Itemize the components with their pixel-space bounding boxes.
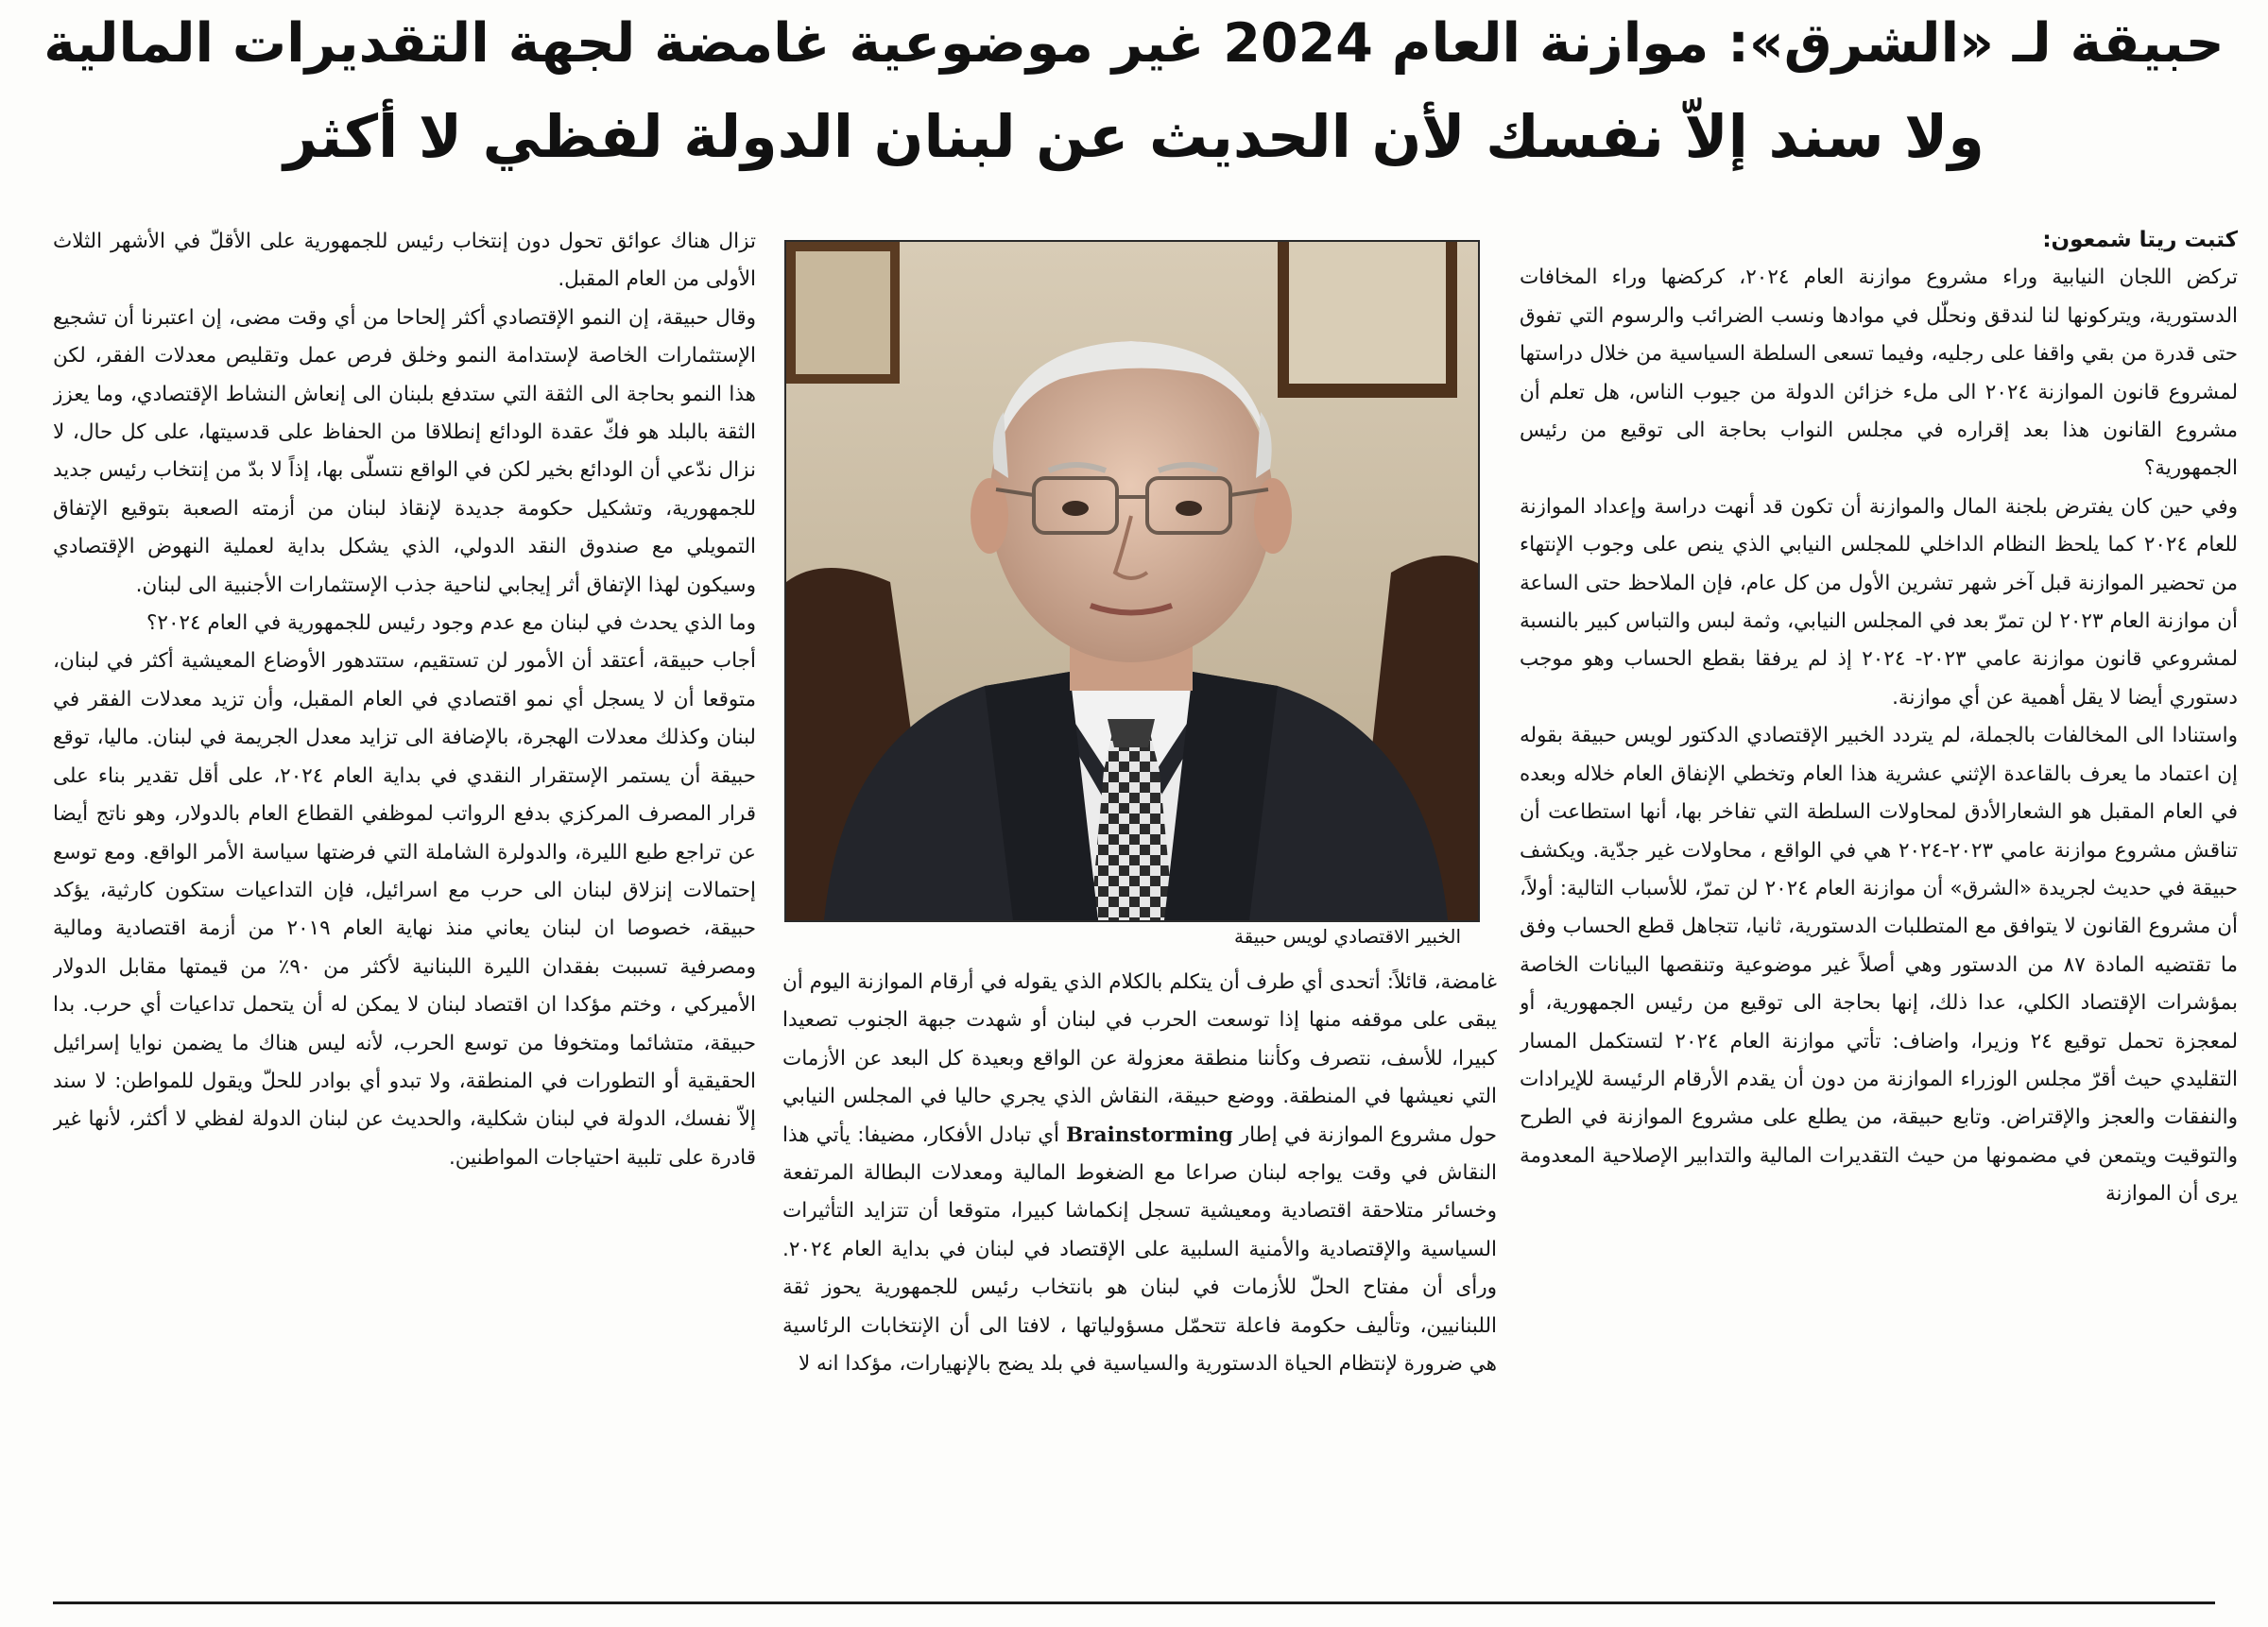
paragraph: وما الذي يحدث في لبنان مع عدم وجود رئيس للجمهورية في العام ٢٠٢٤؟ bbox=[146, 611, 756, 636]
paragraph: وفي حين كان يفترض بلجنة المال والموازنة أن تكون قد أنهت دراسة وإعداد الموازنة للعام ٢٠٢٤ كما يلحظ النظام الداخلي للمجلس النيابي الذي ينص على وجوب الإنتهاء من تحضير الموازنة قبل آخر شهر تشرين الأول من كل عام، فإن الملاحظ حتى الساعة أن موازنة العام ٢٠٢٣ لن تمرّ بعد في المجلس النيابي، وثمة لبس والتباس كبير بالنسبة لمشروعي قانون موازنة عامي ٢٠٢٣- ٢٠٢٤ إذ لم يرفقا بقطع الحساب وهو موجب دستوري أيضا لا يقل أهمية عن أي موازنة. bbox=[1520, 494, 2238, 710]
paragraph-text-part-1: غامضة، قائلاً: أتحدى أي طرف أن يتكلم بالكلام الذي يقوله في أرقام الموازنة اليوم أن يبقى على موقفه منها إذا توسعت الحرب في لبنان أو شهدت جبهة الجنوب تصعيدا كبيرا، للأسف، نتصرف وكأننا منطقة معزولة عن الواقع وبعيدة كل البعد عن الأزمات التي نعيشها في المنطقة. ووضع حبيقة، النقاش الذي يجري حاليا في المجلس النيابي حول مشروع الموازنة في إطار bbox=[782, 970, 1497, 1147]
paragraph bbox=[782, 964, 1497, 1383]
article-column-right bbox=[1520, 221, 2238, 1591]
portrait-illustration bbox=[786, 242, 1478, 920]
article-column-middle bbox=[782, 964, 1497, 1587]
headline-line-1: حبيقة لـ «الشرق»: موازنة العام 2024 غير موضوعية غامضة لجهة التقديرات المالية bbox=[43, 12, 2225, 75]
paragraph: تزال هناك عوائق تحول دون إنتخاب رئيس للجمهورية على الأقلّ في الأشهر الثلاث الأولى من العام المقبل. bbox=[53, 230, 756, 292]
headline bbox=[38, 12, 2230, 198]
paragraph: تركض اللجان النيابية وراء مشروع موازنة العام ٢٠٢٤، كركضها وراء المخافات الدستورية، ويتركونها لنا لندقق ونحلّل في موادها ونسب الضرائب والرسوم التي تفوق حتى قدرة من بقي واقفا على رجليه، وفيما تسعى السلطة السياسية من خلال دراستها لمشروع قانون الموازنة ٢٠٢٤ الى ملء خزائن الدولة من جيوب الناس، هل تعلم أن مشروع القانون هذا بعد إقراره في مجلس النواب بحاجة الى توقيع من رئيس الجمهورية؟ bbox=[1520, 265, 2238, 481]
bottom-rule bbox=[53, 1601, 2215, 1604]
photo-caption: الخبير الاقتصادي لويس حبيقة bbox=[1233, 925, 1461, 948]
article-column-left bbox=[53, 223, 756, 1602]
headline-line-2: ولا سند إلاّ نفسك لأن الحديث عن لبنان الدولة لفظي لا أكثر bbox=[284, 102, 1984, 171]
latin-term: Brainstorming bbox=[1066, 1122, 1233, 1147]
portrait-photo bbox=[784, 240, 1480, 922]
paragraph: واستنادا الى المخالفات بالجملة، لم يتردد الخبير الإقتصادي الدكتور لويس حبيقة بقوله إن اعتماد ما يعرف بالقاعدة الإثني عشرية هذا العام وتخطي الإنفاق العام خلاله وبعده في العام المقبل هو الشعارالأدق لمحاولات السلطة التي تفاخر بها، أنها استطاعت أن تناقش مشروع موازنة عامي ٢٠٢٣-٢٠٢٤ هي في الواقع ، محاولات غير جدّية. ويكشف حبيقة في حديث لجريدة «الشرق» أن موازنة العام ٢٠٢٤ لن تمرّ، للأسباب التالية: أولاً، أن مشروع القانون لا يتوافق مع المتطلبات الدستورية، ثانيا، تتجاهل قطع الحساب وفق ما تقتضيه المادة ٨٧ من الدستور وهي أصلاً غير موضوعية وتنقصها البيانات الخاصة بمؤشرات الإقتصاد الكلي، عدا ذلك، إنها بحاجة الى توقيع من رئيس الجمهورية، أو لمعجزة تحمل توقيع ٢٤ وزيرا، واضاف: تأتي موازنة العام ٢٠٢٤ لتستكمل المسار التقليدي حيث أقرّ مجلس الوزراء الموازنة من دون أن يقدم الأرقام الرئيسة للإيرادات والنفقات والعجز والإقتراض. وتابع حبيقة، من يطلع على مشروع الموازنة في الطرح والتوقيت ويتمعن في مضمونها من حيث التقديرات المالية والتدابير الإصلاحية المعدومة يرى أن الموازنة bbox=[1520, 724, 2238, 1207]
byline: كتبت ريتا شمعون: bbox=[2042, 228, 2238, 252]
paragraph-text-part-2: أي تبادل الأفكار، مضيفا: يأتي هذا النقاش في وقت يواجه لبنان صراعا مع الضغوط المالية ومعدلات البطالة المرتفعة وخسائر متلاحقة اقتصادية ومعيشية تسجل إنكماشا كبيرا، متوقعا أن تتزايد التأثيرات السياسية والإقتصادية والأمنية السلبية على الإقتصاد في لبنان في بداية العام ٢٠٢٤. ورأى أن مفتاح الحلّ للأزمات في لبنان هو بانتخاب رئيس للجمهورية يحوز ثقة اللبنانيين، وتأليف حكومة فاعلة تتحمّل مسؤولياتها ، لافتا الى أن الإنتخابات الرئاسية هي ضرورة لإنتظام الحياة الدستورية والسياسية في بلد يضج بالإنهيارات، مؤكدا انه لا bbox=[782, 1122, 1497, 1377]
paragraph: أجاب حبيقة، أعتقد أن الأمور لن تستقيم، ستتدهور الأوضاع المعيشية أكثر في لبنان، متوقعا أن لا يسجل أي نمو اقتصادي في العام المقبل، وأن تزيد معدلات الفقر في لبنان وكذلك معدلات الهجرة، بالإضافة الى تزايد معدل الجريمة في لبنان. ماليا، توقع حبيقة أن يستمر الإستقرار النقدي في بداية العام ٢٠٢٤، على أقل تقدير بناء على قرار المصرف المركزي بدفع الرواتب لموظفي القطاع العام بالدولار، وهو ناتج أيضا عن تراجع طبع الليرة، والدولرة الشاملة التي فرضتها سياسة الأمر الواقع. ومع توسع إحتمالات إنزلاق لبنان الى حرب مع اسرائيل، فإن التداعيات ستكون كارثية، يؤكد حبيقة، خصوصا ان لبنان يعاني منذ نهاية العام ٢٠١٩ من أزمة اقتصادية ومالية ومصرفية تسببت بفقدان الليرة اللبنانية لأكثر من ٩٠٪ من قيمتها مقابل الدولار الأميركي ، وختم مؤكدا ان اقتصاد لبنان لا يمكن له أن يتحمل تداعيات أي حرب. بدا حبيقة، متشائما ومتخوفا من توسع الحرب، لأنه ليس هناك ما يضمن نوايا إسرائيل الحقيقية أو التطورات في المنطقة، ولا تبدو أي بوادر للحلّ ويقول للمواطن: لا سند إلاّ نفسك، الدولة في لبنان شكلية، والحديث عن لبنان الدولة لفظي لا أكثر، لأنها غير قادرة على تلبية احتياجات المواطنين. bbox=[53, 649, 756, 1170]
paragraph: وقال حبيقة، إن النمو الإقتصادي أكثر إلحاحا من أي وقت مضى، إن اعتبرنا أن تشجيع الإستثمارات الخاصة لإستدامة النمو وخلق فرص عمل وتقليص معدلات الفقر، لكن هذا النمو بحاجة الى الثقة التي ستدفع بلبنان الى إنعاش النشاط الإقتصادي، وما يعزز الثقة بالبلد هو فكّ عقدة الودائع إنطلاقا من الحفاظ على قدسيتها، على كل حال، لا نزال ندّعي أن الودائع بخير لكن في الواقع نتسلّى بها، إذاً لا بدّ من إنتخاب رئيس جديد للجمهورية، وتشكيل حكومة جديدة لإنقاذ لبنان من أزمته الصعبة بتوقيع الإتفاق التمويلي مع صندوق النقد الدولي، الذي يشكل بداية لعملية النهوض الإقتصادي وسيكون لهذا الإتفاق أثر إيجابي لناحية جذب الإستثمارات الأجنبية الى لبنان. bbox=[53, 305, 756, 597]
